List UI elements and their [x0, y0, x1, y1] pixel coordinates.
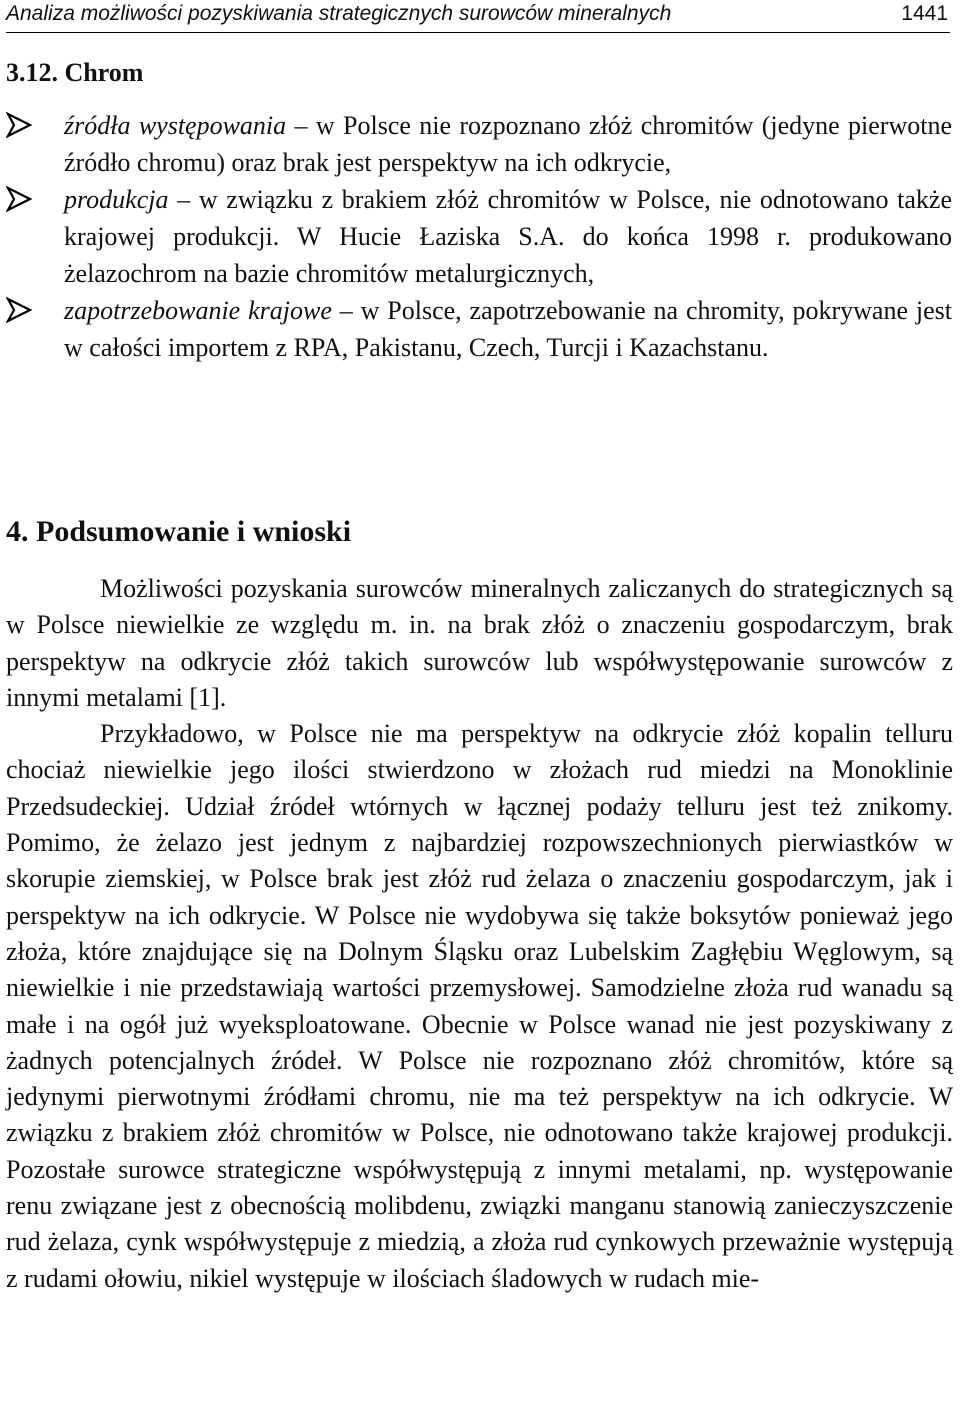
running-header — [6, 0, 950, 33]
list-item — [6, 181, 952, 292]
list-item — [6, 292, 952, 366]
bullet-text: – w związku z brakiem złóż chromitów w Polsce, nie odnotowano także krajowej produkcji. W Hucie Łaziska S.A. do końca 1998 r. produkowano żelazochrom na bazie chromitów metalurgicznych, — [64, 185, 952, 288]
paragraph: Możliwości pozyskania surowców mineralnych zaliczanych do strategicznych są w Polsce niewielkie ze względu m. in. na brak złóż o znaczeniu gospodarczym, brak perspektyw na odkrycie złóż takich surowców lub współwystępowanie surowców z innymi metalami [1]. — [6, 574, 953, 712]
arrowhead-bullet-icon — [6, 297, 32, 323]
section-heading-chrom: 3.12. Chrom — [6, 58, 144, 87]
section-heading-summary: 4. Podsumowanie i wnioski — [6, 515, 352, 548]
bullet-lead: źródła występowania — [64, 111, 287, 140]
arrowhead-bullet-icon — [6, 112, 32, 138]
running-title: Analiza możliwości pozyskiwania strategicznych surowców mineralnych — [6, 2, 672, 25]
bullet-lead: produkcja — [64, 185, 169, 214]
page-number: 1441 — [901, 2, 948, 25]
bullet-text: – w Polsce, zapotrzebowanie na chromity, pokrywane jest w całości importem z RPA, Pakistanu, Czech, Turcji i Kazachstanu. — [64, 296, 952, 362]
summary-body — [6, 571, 953, 1297]
bullet-list — [6, 107, 952, 366]
list-item — [6, 107, 952, 181]
bullet-text: – w Polsce nie rozpoznano złóż chromitów (jedyne pierwotne źródło chromu) oraz brak jest perspektyw na ich odkrycie, — [64, 111, 952, 177]
paragraph: Przykładowo, w Polsce nie ma perspektyw na odkrycie złóż kopalin telluru chociaż niewielkie jego ilości stwierdzono w złożach rud miedzi na Monoklinie Przedsudeckiej. Udział źródeł wtórnych w łącznej podaży telluru jest też znikomy. Pomimo, że żelazo jest jednym z najbardziej rozpowszechnionych pierwiastków w skorupie ziemskiej, w Polsce brak jest złóż rud żelaza o znaczeniu gospodarczym, jak i perspektyw na ich odkrycie. W Polsce nie wydobywa się także boksytów ponieważ jego złoża, które znajdujące się na Dolnym Śląsku oraz Lubelskim Zagłębiu Węglowym, są niewielkie i nie przedstawiają wartości przemysłowej. Samodzielne złoża rud wanadu są małe i na ogół już wyeksploatowane. Obecnie w Polsce wanad nie jest pozyskiwany z żadnych potencjalnych źródeł. W Polsce nie rozpoznano złóż chromitów, które są jedynymi pierwotnymi źródłami chromu, nie ma też perspektyw na ich odkrycie. W związku z brakiem złóż chromitów w Polsce, nie odnotowano także krajowej produkcji. Pozostałe surowce strategiczne współwystępują z innymi metalami, np. występowanie renu związane jest z obecnością molibdenu, związki manganu stanowią zanieczyszczenie rud żelaza, cynk współwystępuje z miedzią, a złoża rud cynkowych przeważnie występują z rudami ołowiu, nikiel występuje w ilościach śladowych w rudach mie- — [6, 719, 953, 1293]
arrowhead-bullet-icon — [6, 186, 32, 212]
bullet-lead: zapotrzebowanie krajowe — [64, 296, 332, 325]
